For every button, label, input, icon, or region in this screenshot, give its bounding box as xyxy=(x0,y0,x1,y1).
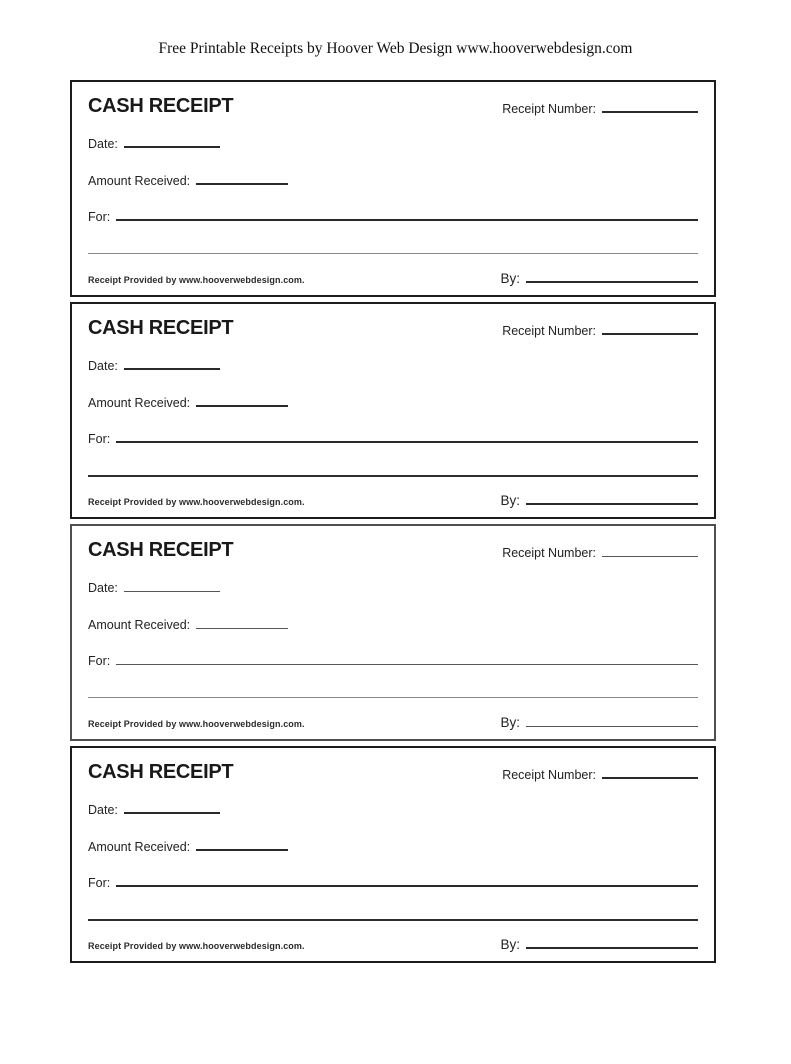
date-field xyxy=(88,801,698,817)
continuation-line xyxy=(88,697,698,698)
receipt-header-row xyxy=(88,95,698,118)
amount-received-blank xyxy=(196,838,288,851)
receipt-block-2 xyxy=(70,302,716,519)
receipt-footer-row xyxy=(88,492,698,508)
by-field xyxy=(500,492,698,508)
amount-received-field xyxy=(88,172,698,188)
continuation-line xyxy=(88,475,698,477)
receipt-footer-row xyxy=(88,936,698,952)
amount-received-blank xyxy=(196,394,288,407)
for-label: For: xyxy=(88,654,111,668)
cash-receipt-title: CASH RECEIPT xyxy=(88,95,234,117)
by-blank xyxy=(526,714,698,727)
receipt-header-row xyxy=(88,761,698,784)
by-field xyxy=(500,270,698,286)
receipt-number-blank xyxy=(602,100,698,113)
by-label: By: xyxy=(500,493,520,508)
provider-note: Receipt Provided by www.hooverwebdesign.com. xyxy=(88,941,305,951)
for-label: For: xyxy=(88,432,111,446)
for-label: For: xyxy=(88,876,111,890)
by-label: By: xyxy=(500,271,520,286)
for-field xyxy=(88,208,698,224)
for-field xyxy=(88,652,698,668)
for-blank xyxy=(116,430,698,443)
provider-note: Receipt Provided by www.hooverwebdesign.com. xyxy=(88,275,305,285)
amount-received-label: Amount Received: xyxy=(88,396,191,410)
by-blank xyxy=(526,936,698,949)
date-field xyxy=(88,357,698,373)
by-field xyxy=(500,936,698,952)
receipt-block-1 xyxy=(70,80,716,297)
receipt-number-field xyxy=(502,766,698,782)
date-label: Date: xyxy=(88,359,118,373)
by-label: By: xyxy=(500,937,520,952)
amount-received-blank xyxy=(196,172,288,185)
amount-received-field xyxy=(88,394,698,410)
for-label: For: xyxy=(88,210,111,224)
date-blank xyxy=(124,135,220,148)
receipt-number-label: Receipt Number: xyxy=(502,102,596,116)
receipt-footer-row xyxy=(88,714,698,730)
date-blank xyxy=(124,579,220,592)
date-label: Date: xyxy=(88,803,118,817)
amount-received-label: Amount Received: xyxy=(88,840,191,854)
date-field xyxy=(88,135,698,151)
receipt-number-blank xyxy=(602,322,698,335)
continuation-line xyxy=(88,253,698,254)
amount-received-blank xyxy=(196,616,288,629)
provider-note: Receipt Provided by www.hooverwebdesign.com. xyxy=(88,719,305,729)
for-blank xyxy=(116,208,698,221)
receipt-block-3 xyxy=(70,524,716,741)
for-field xyxy=(88,430,698,446)
cash-receipt-title: CASH RECEIPT xyxy=(88,317,234,339)
receipt-number-blank xyxy=(602,766,698,779)
by-field xyxy=(500,714,698,730)
cash-receipt-title: CASH RECEIPT xyxy=(88,761,234,783)
date-field xyxy=(88,579,698,595)
by-blank xyxy=(526,492,698,505)
for-blank xyxy=(116,874,698,887)
continuation-line xyxy=(88,919,698,921)
date-label: Date: xyxy=(88,581,118,595)
receipt-number-field xyxy=(502,544,698,560)
page-title: Free Printable Receipts by Hoover Web Design www.hooverwebdesign.com xyxy=(158,40,633,57)
cash-receipt-title: CASH RECEIPT xyxy=(88,539,234,561)
receipt-number-field xyxy=(502,322,698,338)
amount-received-field xyxy=(88,616,698,632)
receipt-block-4 xyxy=(70,746,716,963)
receipt-header-row xyxy=(88,317,698,340)
date-blank xyxy=(124,357,220,370)
receipt-number-blank xyxy=(602,544,698,557)
amount-received-label: Amount Received: xyxy=(88,174,191,188)
receipt-header-row xyxy=(88,539,698,562)
amount-received-field xyxy=(88,838,698,854)
receipt-footer-row xyxy=(88,270,698,286)
receipt-number-label: Receipt Number: xyxy=(502,546,596,560)
date-blank xyxy=(124,801,220,814)
date-label: Date: xyxy=(88,137,118,151)
provider-note: Receipt Provided by www.hooverwebdesign.com. xyxy=(88,497,305,507)
receipt-number-field xyxy=(502,100,698,116)
by-blank xyxy=(526,270,698,283)
for-blank xyxy=(116,652,698,665)
by-label: By: xyxy=(500,715,520,730)
receipt-list xyxy=(70,80,716,963)
receipt-number-label: Receipt Number: xyxy=(502,768,596,782)
amount-received-label: Amount Received: xyxy=(88,618,191,632)
receipt-number-label: Receipt Number: xyxy=(502,324,596,338)
for-field xyxy=(88,874,698,890)
